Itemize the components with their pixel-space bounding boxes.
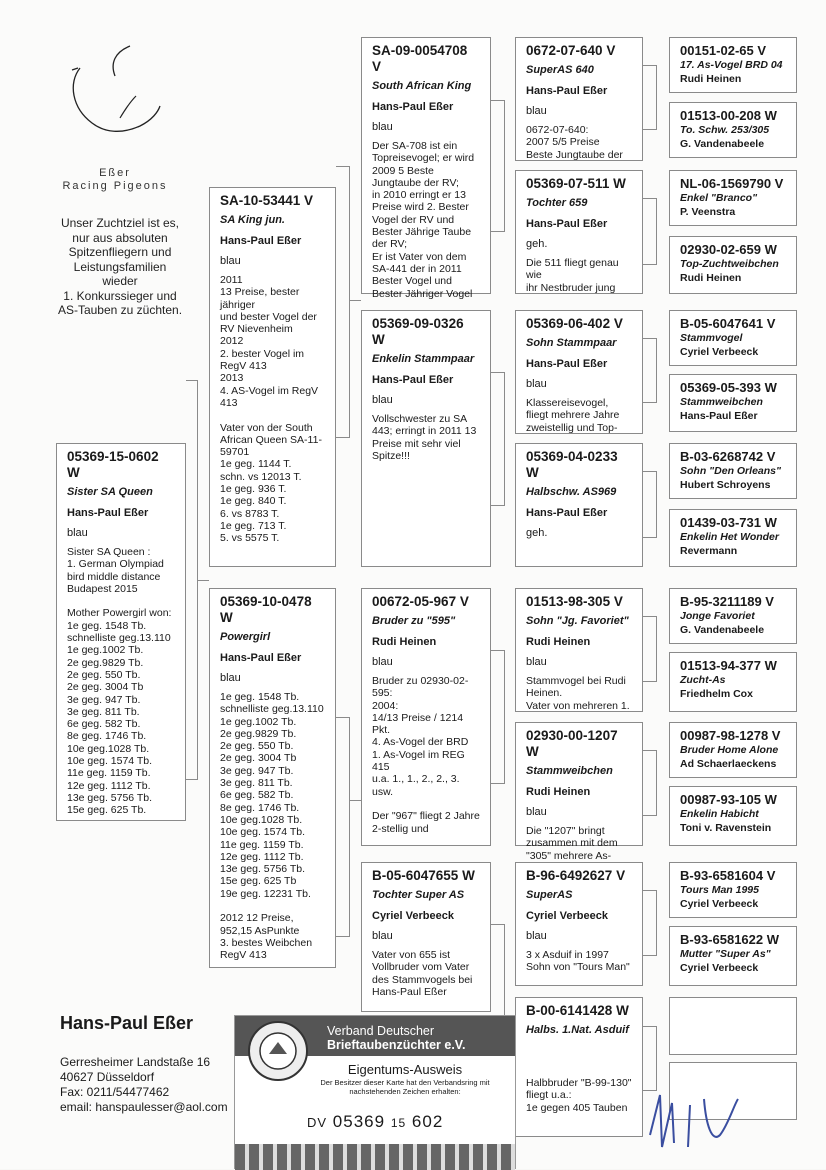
ancestor-breeder: Hubert Schroyens: [680, 479, 771, 491]
ggp-name: Tochter 659: [526, 197, 588, 209]
card-org-line1: Verband Deutscher: [327, 1024, 435, 1038]
connector: [350, 300, 361, 301]
father-description: 2011 13 Preise, bester jähriger und bester Vogel der RV Nievenheim 2012 2. bester Vogel im RegV 413 2013 4. AS-Vogel im RegV 413 Vater von der South African Queen SA-11-59701 1e geg. 1144 T. schn. vs 12013 T. 1e geg. 936 T. 1e geg. 840 T. 6. vs 8783 T. 1e geg. 713 T. 5. vs 5575 T.: [220, 274, 322, 545]
grandparent-ring-number: B-05-6047655 W: [372, 868, 475, 883]
ggp-breeder: Rudi Heinen: [526, 636, 591, 648]
ancestor-name: Bruder Home Alone: [680, 744, 779, 756]
mother-name: Powergirl: [220, 631, 271, 643]
ancestor-breeder: Toni v. Ravenstein: [680, 822, 772, 834]
ancestor-ring-number: B-05-6047641 V: [680, 316, 776, 331]
card-ring-year: 15: [390, 1116, 407, 1130]
father-card: [209, 187, 336, 567]
great-grandparent-card: [515, 443, 643, 567]
ancestor-breeder: Cyriel Verbeeck: [680, 962, 759, 974]
mother-breeder: Hans-Paul Eßer: [220, 652, 302, 664]
father-name: SA King jun.: [220, 214, 285, 226]
grandparent-color: blau: [372, 930, 393, 942]
ancestor-card: [669, 652, 797, 712]
grandparent-card: [361, 37, 491, 300]
owner-address: Gerresheimer Landstaße 16 40627 Düsseldorf Fax: 0211/54477462 email: hanspaulesser@aol.com: [60, 1055, 228, 1114]
connector: [350, 800, 361, 801]
ancestor-name: Top-Zuchtweibchen: [680, 258, 779, 270]
grandparent-breeder: Hans-Paul Eßer: [372, 101, 454, 113]
ancestor-card: [669, 310, 797, 366]
card-ring-main: 05369: [332, 1112, 386, 1131]
card-org-line2: Brieftaubenzüchter e.V.: [327, 1038, 466, 1052]
ancestor-ring-number: 00987-98-1278 V: [680, 728, 781, 743]
ggp-name: Halbschw. AS969: [526, 486, 617, 498]
great-grandparent-card: [515, 997, 643, 1137]
grandparent-description: Der SA-708 ist ein Topreisevogel; er wird 2009 5 Beste Jungtaube der RV; in 2010 erringt er 13 Preise wird 2. Bester Vogel der RV und Bester Jährige Taube der RV; Er ist Vater von dem SA-441 der in 2011 Bester Vogel und Bester Jähriger Vogel: [372, 140, 475, 300]
father-ring-number: SA-10-53441 V: [220, 193, 314, 208]
connector: [491, 650, 505, 784]
ggp-ring-number: 0672-07-640 V: [526, 43, 616, 58]
great-grandparent-card: [515, 722, 643, 862]
connector: [643, 65, 657, 130]
grandparent-name: South African King: [372, 80, 472, 92]
grandparent-ring-number: 05369-09-0326 W: [372, 316, 464, 347]
ancestor-name: Zucht-As: [680, 674, 726, 686]
ancestor-ring-number: NL-06-1569790 V: [680, 176, 784, 191]
card-footer-pattern: [235, 1144, 515, 1170]
ancestor-card: [669, 926, 797, 986]
ancestor-ring-number: B-93-6581604 V: [680, 868, 776, 883]
ggp-name: Stammweibchen: [526, 765, 613, 777]
ggp-ring-number: 05369-07-511 W: [526, 176, 626, 191]
grandparent-description: Vater von 655 ist Vollbruder vom Vater des Stammvogels bei Hans-Paul Eßer: [372, 949, 473, 998]
main-ring-number: 05369-15-0602 W: [67, 449, 159, 480]
ancestor-card: [669, 588, 797, 644]
ancestor-card: [669, 236, 797, 294]
ancestor-breeder: G. Vandenabeele: [680, 624, 765, 636]
ancestor-card: [669, 374, 797, 432]
mother-description: 1e geg. 1548 Tb. schnelliste geg.13.110 1e geg.1002 Tb. 2e geg.9829 Tb. 2e geg. 550 Tb. 2e geg. 3004 Tb 3e geg. 947 Tb. 3e geg. 811 Tb. 6e geg. 582 Tb. 8e geg. 1746 Tb. 10e geg.1028 Tb. 10e geg. 1574 Tb. 11e geg. 1159 Tb. 12e geg. 1112 Tb. 13e geg. 5756 Tb. 15e geg. 625 Tb 19e geg. 12231 Tb. 2012 12 Preise, 952,15 AsPunkte 3. bestes Weibchen RegV 413: [220, 691, 324, 962]
ggp-color: blau: [526, 378, 547, 390]
ancestor-breeder: Revermann: [680, 545, 738, 557]
great-grandparent-card: [515, 862, 643, 986]
grandparent-color: blau: [372, 656, 393, 668]
grandparent-card: [361, 588, 491, 846]
connector: [186, 380, 198, 780]
ancestor-ring-number: 05369-05-393 W: [680, 380, 777, 395]
ancestor-card: [669, 37, 797, 93]
grandparent-ring-number: 00672-05-967 V: [372, 594, 469, 609]
ancestor-ring-number: B-93-6581622 W: [680, 932, 779, 947]
card-ring-number: [307, 1112, 443, 1132]
ggp-description: 3 x Asduif in 1997 Sohn von "Tours Man": [526, 949, 630, 974]
ancestor-breeder: Hans-Paul Eßer: [680, 410, 758, 422]
ggp-name: SuperAS 640: [526, 64, 594, 76]
ggp-color: blau: [526, 105, 547, 117]
main-breeder: Hans-Paul Eßer: [67, 507, 149, 519]
ggp-description: Halbbruder "B-99-130" fliegt u.a.: 1e gegen 405 Tauben: [526, 1077, 632, 1114]
ggp-ring-number: B-96-6492627 V: [526, 868, 626, 883]
father-breeder: Hans-Paul Eßer: [220, 235, 302, 247]
grandparent-name: Enkelin Stammpaar: [372, 353, 475, 365]
ancestor-card-empty: [669, 997, 797, 1055]
dove-logo-icon: [60, 38, 170, 148]
mother-ring-number: 05369-10-0478 W: [220, 594, 312, 625]
great-grandparent-card: [515, 37, 643, 161]
connector: [643, 338, 657, 403]
ancestor-ring-number: 01513-00-208 W: [680, 108, 777, 123]
ggp-color: blau: [526, 656, 547, 668]
card-subtitle: Der Besitzer dieser Karte hat den Verbandsring mit nachstehenden Zeichen erhalten:: [320, 1078, 490, 1096]
ggp-breeder: Hans-Paul Eßer: [526, 85, 608, 97]
ggp-name: Halbs. 1.Nat. Asduif: [526, 1024, 629, 1036]
ancestor-name: Jonge Favoriet: [680, 610, 755, 622]
grandparent-card: [361, 862, 491, 1012]
connector: [643, 471, 657, 538]
connector: [643, 890, 657, 956]
ancestor-breeder: Friedhelm Cox: [680, 688, 753, 700]
ggp-breeder: Cyriel Verbeeck: [526, 910, 608, 922]
ancestor-card: [669, 102, 797, 158]
ggp-description: Die 511 fliegt genau wie ihr Nestbruder jung: [526, 257, 619, 294]
main-pigeon-name: Sister SA Queen: [67, 486, 153, 498]
ancestor-name: Tours Man 1995: [680, 884, 759, 896]
connector: [336, 717, 350, 937]
grandparent-color: blau: [372, 394, 393, 406]
breeding-goal-text: Unser Zuchtziel ist es, nur aus absoluten Spitzenfliegern und Leistungsfamilien wieder 1. Konkurssieger und AS-Tauben zu züchten.: [57, 216, 183, 317]
connector: [643, 750, 657, 816]
ancestor-breeder: G. Vandenabeele: [680, 138, 765, 150]
ancestor-card: [669, 862, 797, 918]
grandparent-breeder: Cyriel Verbeeck: [372, 910, 454, 922]
ancestor-ring-number: 02930-02-659 W: [680, 242, 777, 257]
mother-color: blau: [220, 672, 241, 684]
ancestor-breeder: P. Veenstra: [680, 206, 736, 218]
connector: [643, 198, 657, 265]
ggp-ring-number: 01513-98-305 V: [526, 594, 623, 609]
ancestor-name: Sohn "Den Orleans": [680, 465, 781, 477]
grandparent-breeder: Hans-Paul Eßer: [372, 374, 454, 386]
connector: [491, 372, 505, 506]
ggp-name: SuperAS: [526, 889, 573, 901]
ancestor-name: Enkelin Het Wonder: [680, 531, 779, 543]
ggp-color: geh.: [526, 238, 548, 250]
ancestor-card: [669, 786, 797, 846]
ggp-ring-number: 05369-04-0233 W: [526, 449, 618, 480]
connector: [491, 100, 505, 232]
father-color: blau: [220, 255, 241, 267]
ancestor-name: To. Schw. 253/305: [680, 124, 770, 136]
ancestor-card: [669, 170, 797, 226]
ggp-color: blau: [526, 806, 547, 818]
ancestor-ring-number: B-95-3211189 V: [680, 594, 774, 609]
ggp-description: Stammvogel bei Rudi Heinen. Vater von mehreren 1.: [526, 675, 630, 712]
ancestor-ring-number: 01439-03-731 W: [680, 515, 777, 530]
ancestor-name: 17. As-Vogel BRD 04: [680, 59, 783, 71]
ggp-ring-number: 02930-00-1207 W: [526, 728, 618, 759]
connector: [198, 580, 209, 581]
card-title: Eigentums-Ausweis: [347, 1062, 463, 1077]
ancestor-breeder: Cyriel Verbeeck: [680, 898, 759, 910]
great-grandparent-card: [515, 588, 643, 712]
handwritten-signature-icon: [640, 1085, 750, 1155]
ancestor-name: Stammvogel: [680, 332, 743, 344]
card-ring-suffix: 602: [411, 1112, 444, 1131]
ancestor-ring-number: 01513-94-377 W: [680, 658, 777, 673]
owner-name: Hans-Paul Eßer: [60, 1013, 194, 1033]
grandparent-ring-number: SA-09-0054708 V: [372, 43, 468, 74]
ancestor-ring-number: 00151-02-65 V: [680, 43, 767, 58]
main-color: blau: [67, 527, 88, 539]
ancestor-card: [669, 443, 797, 499]
ancestor-breeder: Rudi Heinen: [680, 272, 742, 284]
ggp-ring-number: 05369-06-402 V: [526, 316, 623, 331]
ancestor-card: [669, 509, 797, 567]
grandparent-name: Tochter Super AS: [372, 889, 465, 901]
connector: [643, 616, 657, 682]
ancestor-breeder: Cyriel Verbeeck: [680, 346, 759, 358]
main-pigeon-card: [56, 443, 186, 821]
grandparent-breeder: Rudi Heinen: [372, 636, 437, 648]
ancestor-name: Stammweibchen: [680, 396, 763, 408]
ownership-card: [234, 1015, 516, 1169]
ggp-color: geh.: [526, 527, 548, 539]
card-ring-prefix: DV: [307, 1115, 328, 1130]
ggp-name: Sohn Stammpaar: [526, 337, 617, 349]
ggp-description: Die "1207" bringt zusammen mit dem "305" mehrere As-: [526, 825, 618, 862]
ggp-color: blau: [526, 930, 547, 942]
grandparent-description: Vollschwester zu SA 443; erringt in 2011 13 Preise mit sehr viel Spitze!!!: [372, 413, 477, 462]
connector: [643, 1026, 657, 1091]
ancestor-ring-number: 00987-93-105 W: [680, 792, 777, 807]
ggp-breeder: Rudi Heinen: [526, 786, 591, 798]
card-organization: [327, 1024, 465, 1052]
ancestor-breeder: Ad Schaerlaeckens: [680, 758, 777, 770]
ancestor-card: [669, 722, 797, 778]
ggp-description: Klassereisevogel, fliegt mehrere Jahre zweistellig und Top-: [526, 397, 620, 434]
brand-name: Eßer: [99, 167, 131, 179]
great-grandparent-card: [515, 170, 643, 294]
ancestor-name: Enkel "Branco": [680, 192, 758, 204]
ancestor-breeder: Rudi Heinen: [680, 73, 742, 85]
ggp-name: Sohn "Jg. Favoriet": [526, 615, 629, 627]
connector: [336, 166, 350, 438]
grandparent-card: [361, 310, 491, 567]
mother-card: [209, 588, 336, 968]
ggp-breeder: Hans-Paul Eßer: [526, 507, 608, 519]
grandparent-description: Bruder zu 02930-02-595: 2004: 14/13 Preise / 1214 Pkt. 4. As-Vogel der BRD 1. As-Vogel im REG 415 u.a. 1., 1., 2., 2., 3. usw. Der "967" fliegt 2 Jahre 2-stellig und: [372, 675, 480, 835]
ggp-breeder: Hans-Paul Eßer: [526, 358, 608, 370]
grandparent-color: blau: [372, 121, 393, 133]
ggp-description: 0672-07-640: 2007 5/5 Preise Beste Jungtaube der: [526, 124, 623, 161]
ancestor-name: Mutter "Super As": [680, 948, 771, 960]
grandparent-name: Bruder zu "595": [372, 615, 456, 627]
ggp-ring-number: B-00-6141428 W: [526, 1003, 629, 1018]
ancestor-name: Enkelin Habicht: [680, 808, 759, 820]
ggp-breeder: Hans-Paul Eßer: [526, 218, 608, 230]
ancestor-ring-number: B-03-6268742 V: [680, 449, 776, 464]
main-description: Sister SA Queen : 1. German Olympiad bird middle distance Budapest 2015 Mother Powergirl won: 1e geg. 1548 Tb. schnelliste geg.13.110 1e geg.1002 Tb. 2e geg.9829 Tb. 2e geg. 550 Tb. 2e geg. 3004 Tb 3e geg. 947 Tb. 3e geg. 811 Tb. 6e geg. 582 Tb. 8e geg. 1746 Tb. 10e geg.1028 Tb. 10e geg. 1574 Tb. 11e geg. 1159 Tb. 12e geg. 1112 Tb. 13e geg. 5756 Tb. 15e geg. 625 Tb.: [67, 546, 172, 817]
brand-tagline: Racing Pigeons: [62, 180, 168, 192]
great-grandparent-card: [515, 310, 643, 434]
